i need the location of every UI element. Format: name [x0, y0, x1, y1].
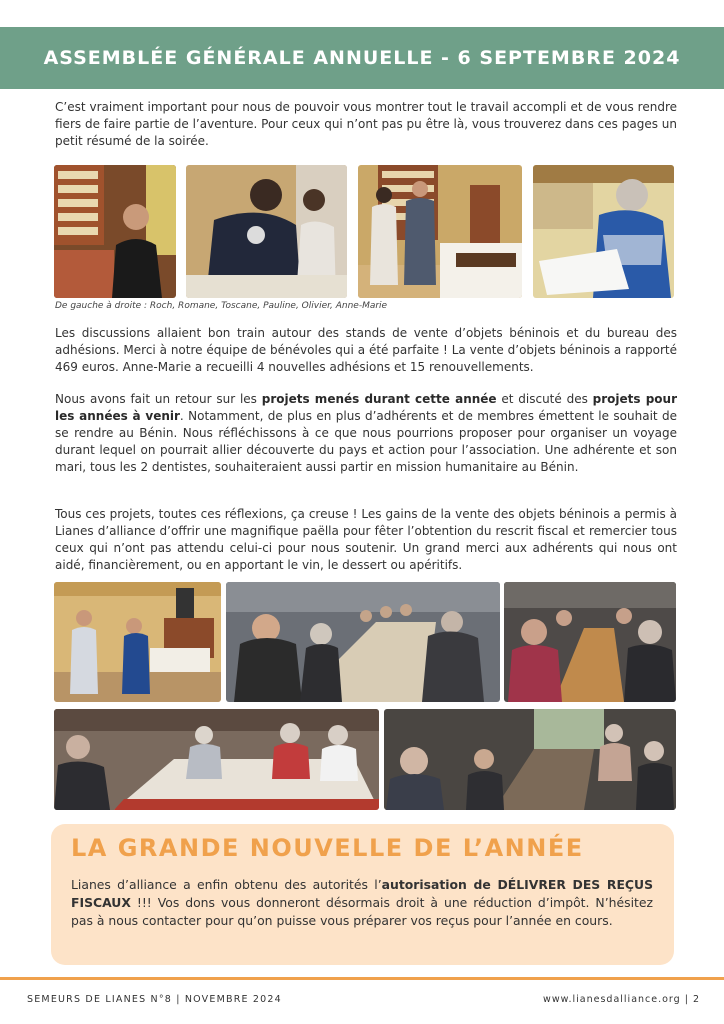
news-callout [51, 824, 674, 965]
page-title: ASSEMBLÉE GÉNÉRALE ANNUELLE - 6 SEPTEMBRE 2024 [43, 47, 681, 69]
footer-website-page: www.lianesdalliance.org | 2 [543, 994, 700, 1005]
photo-pauline-olivier [358, 165, 522, 298]
photo-dinner-hall [226, 582, 500, 702]
header-banner [0, 27, 724, 89]
photo-paella-serving [54, 582, 221, 702]
photo-caption: De gauche à droite : Roch, Romane, Toscane, Pauline, Olivier, Anne-Marie [55, 301, 388, 311]
footer-issue: SEMEURS DE LIANES N°8 | NOVEMBRE 2024 [27, 994, 282, 1005]
photo-romane-toscane [186, 165, 347, 298]
footer-divider [0, 977, 724, 980]
callout-text: Lianes d’alliance a enfin obtenu des autorités l’autorisation de DÉLIVRER DES REÇUS FISCAUX !!! Vos dons vous donneront désormais droit à une réduction d’impôt. N’hésitez pas à nous contacter pour qu’on puisse vous préparer vos reçus pour l’année en cours. [71, 877, 653, 928]
photo-anne-marie [533, 165, 674, 298]
paragraph-projects: Nous avons fait un retour sur les projets menés durant cette année et discuté des projets pour les années à venir. Notamment, de plus en plus d’adhérents et de membres émettent le souhait de se rendre au Bénin. Nous réfléchissons à ce que nous pourrions proposer pour organiser un voyage durant lequel on pourrait allier découverte du pays et action pour l’association. Une adhérente et son mari, tous les 2 dentistes, souhaiteraient aussi partir en mission humanitaire au Bénin. [55, 392, 678, 474]
callout-title: LA GRANDE NOUVELLE DE L’ANNÉE [71, 834, 584, 862]
photo-roch [54, 165, 176, 298]
paragraph-stands: Les discussions allaient bon train autour des stands de vente d’objets béninois et du bureau des adhésions. Merci à notre équipe de bénévoles qui a été parfaite ! La vente d’objets béninois a rapporté 469 euros. Anne-Marie a recueilli 4 nouvelles adhésions et 15 renouvellements. [55, 326, 677, 374]
photo-dinner-table [504, 582, 676, 702]
photo-dinner-evening [384, 709, 676, 810]
paragraph-paella: Tous ces projets, toutes ces réflexions, ça creuse ! Les gains de la vente des objets béninois a permis à Lianes d’alliance d’offrir une magnifique paëlla pour fêter l’obtention du rescrit fiscal et remercier tous ceux qui n’ont pas attendu celui-ci pour nous soutenir. Un grand merci aux adhérents qui nous ont aidé, financièrement, ou en apportant le vin, le dessert ou apéritifs. [55, 507, 677, 572]
photo-dinner-guests [54, 709, 379, 810]
intro-paragraph: C’est vraiment important pour nous de pouvoir vous montrer tout le travail accompli et de vous rendre fiers de faire partie de l’aventure. Pour ceux qui n’ont pas pu être là, vous trouverez dans ces pages un petit résumé de la soirée. [55, 100, 677, 148]
